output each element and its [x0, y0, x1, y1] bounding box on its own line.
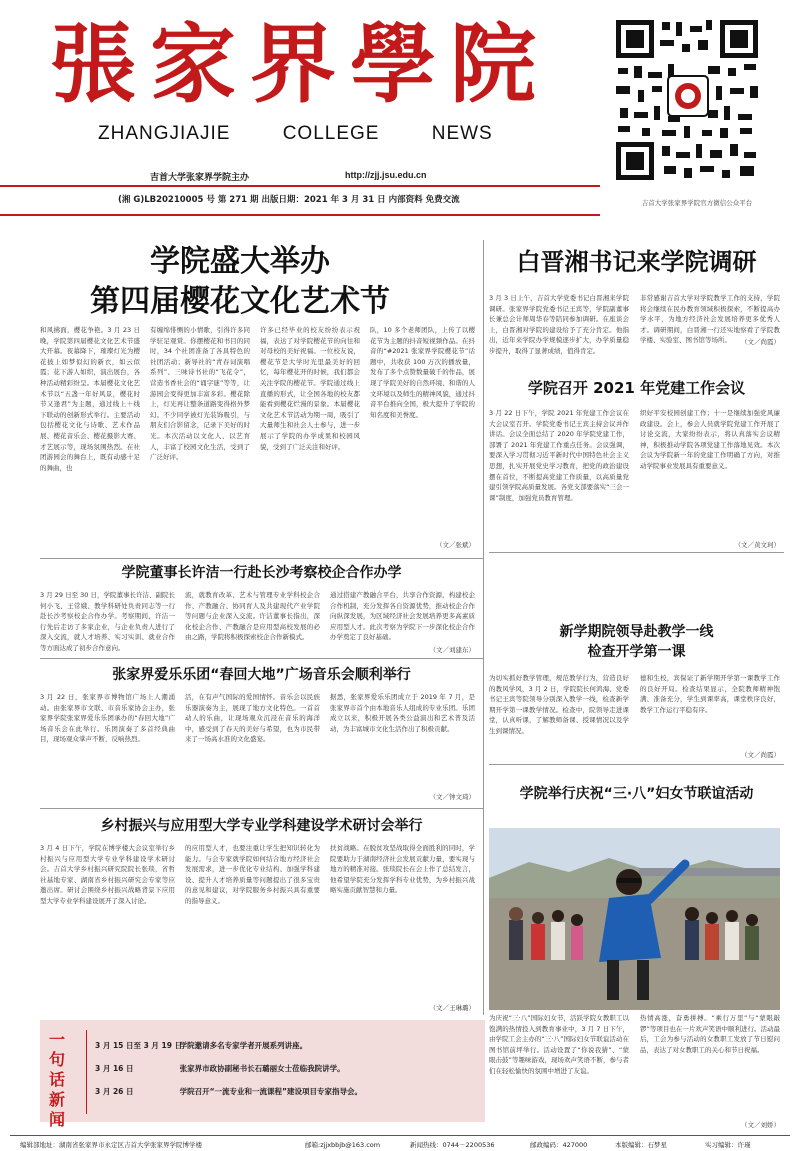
womens-day-column-2: 热情高涨，奋勇拼搏。“乘行万里”与“蒙眼敲锣”等项目也在一片欢声笑语中顺利进行。活动最后，工会为参与活动的女教职工发放了节日慰问品，表达了对女教职工的关心和节日祝福。	[640, 1014, 780, 1054]
xujie-author: （文／刘建东）	[429, 646, 475, 654]
rural-column-3: 扶贫战略。在脱贫攻坚战取得全面胜利的同时，学院要助力于湖南经济社会发展贡献力量，要实现与地方的精准对接。张琰院长在会上作了总结发言，他希望学院充分发挥学科专业优势，为乡村振兴战略实施贡献智慧和力量。	[330, 844, 475, 895]
cherry-author: （文／张斌）	[436, 541, 475, 549]
rural-column-2: 的应用型人才，也要注重让学生把知识转化为能力。与会专家就学院如何结合地方经济社会发展需求，进一步优化专业结构、加强学科建设、提升人才培养质量等问题提出了很多宝贵的意见和建议，对学院服务乡村振兴具有重要的指导意义。	[185, 844, 320, 905]
rural-author: （文／王琳璐）	[429, 1004, 475, 1012]
news-text: 学院邀请多名专家学者开展系列讲座。	[179, 1041, 308, 1050]
masthead-title-en	[98, 123, 518, 145]
masthead-divider	[0, 185, 600, 187]
baijin-column-2: 非常感谢吉首大学对学院教学工作的支持，学院将会继续在民办教育领域积极探索，不断提高办学水平，为地方经济社会发展培养更多优秀人才。调研期间，白晋湘一行还实地察看了学院教学楼、实验室、图书馆等场所。	[640, 294, 780, 345]
masthead-url[interactable]: http://zjj.jsu.edu.cn	[345, 170, 427, 180]
footer-email[interactable]: 邮箱:zjjxbbjb@163.com	[305, 1141, 381, 1149]
xujie-column-1: 3 月 29 日至 30 日，学院董事长许洁、副院长何小飞、王常娥、教学科研处负责同志等一行赴长沙考察校企合作办学。考察期间，许洁一行先后走访了多家企业，与企业负责人进行了深入交流，就人才培养、实习实训、就业合作等方面达成了初步合作意向。	[40, 591, 176, 652]
headline-line: 第四届樱花文化艺术节	[90, 284, 390, 319]
footer-proofreader: 实习编辑：许瑾	[705, 1141, 751, 1149]
news-tag-char: 新	[48, 1090, 65, 1109]
cherry-column-2: 有缠绵悱恻的小情歌，引得许多同学驻足观赏。你摆樱花和书目的同时，34 个社团准备了各具特色的社团活动；新导社的“青春词演唱系列”、三味诗书社的“飞花令”，营造书香社会的“诵字谜”等等，让游园会变得更加丰富多彩。樱花除上，灯光再让整条道路变得格外梦幻。不少同学被灯光装饰吸引，与朋友们合影留念，记录下美好的时光。本次活动以文化人、以艺育人，丰富了校园文化生活，受到了广泛好评。	[150, 326, 250, 462]
section-divider	[40, 558, 483, 559]
news-item	[95, 1063, 345, 1074]
news-tag-char: 闻	[48, 1110, 65, 1129]
headline-line: 新学期院领导赴教学一线	[559, 624, 714, 640]
concert-column-1: 3 月 22 日，张家界市博物馆广场上人潮涌动。由张家界市文联、市音乐家协会主办，张家界学院张家界爱乐乐团承办的“春回大地”广场音乐会在此举行。乐团演奏了多首经典曲目，现场观众掌声不断，反响热烈。	[40, 693, 175, 744]
footer-editor: 本版编辑：石梦星	[615, 1141, 667, 1149]
xujie-column-2: 流，就教育改革、艺术与管理专业学科校企合作、产教融合、协同育人及共建现代产业学院等问题与企业深入交流。许洁董事长指出，深化校企合作、产教融合是应用型高校发展的必由之路，学院将积极探索校企合作新模式。	[185, 591, 320, 642]
rural-column-1: 3 月 4 日下午，学院在博学楼大会议室举行乡村振兴与应用型大学专业学科建设学术研讨会。吉首大学乡村振兴研究院院长张琰，省哲社基地专家、湖南省乡村振兴研究会专家等应邀出席。研讨会围绕乡村振兴战略背景下应用型大学专业学科建设展开了深入讨论。	[40, 844, 175, 905]
headline-line: 检查开学第一课	[587, 644, 686, 660]
headline-womens-day: 学院举行庆祝“三·八”妇女节联谊活动	[519, 786, 754, 802]
column-divider	[483, 240, 484, 1015]
news-date: 3 月 26 日	[95, 1087, 134, 1096]
footer-postcode: 邮政编码：427000	[530, 1141, 588, 1149]
masthead-sponsor: 吉首大学张家界学院主办	[150, 173, 250, 183]
baijin-author: （文／尚霞）	[741, 338, 780, 346]
masthead-logo	[40, 14, 600, 115]
news-item	[95, 1040, 307, 1051]
concert-column-3: 据悉，张家界爱乐乐团成立于 2019 年 7 月，是张家界市首个由本地音乐人组成的专业乐团。乐团成立以来，积极开展各类公益演出和艺术普及活动，为丰富城市文化生活作出了积极贡献。	[330, 693, 475, 733]
semester-author: （文／尚霞）	[741, 751, 780, 759]
masthead-title-cn: 張家界學院	[50, 14, 550, 115]
masthead-en-word: ZHANGJIAJIE	[98, 123, 231, 144]
headline-line: 学院盛大举办	[150, 244, 330, 279]
wechat-qr-code	[612, 16, 762, 184]
news-date: 3 月 15 日至 3 月 19 日	[95, 1041, 183, 1050]
headline-rural-symposium: 乡村振兴与应用型大学专业学科建设学术研讨会举行	[100, 818, 423, 834]
news-text: 张家界市政协副秘书长石璐丽女士莅临我院讲学。	[179, 1064, 345, 1073]
masthead-divider	[0, 214, 600, 216]
cherry-column-4: 队，10 多个老师团队，上传了以樱花节为主题的抖音短视频作品。在抖音的“#2021 张家界学院樱花节”话题中，共收获 100 万次的播放量，发布了多个点赞数量破千的作品，展现了学院美好的自然环境、和谐的人文环境以及师生的精神风貌，通过抖音平台推向全国，极大提升了学院的知名度和美誉度。	[370, 326, 475, 419]
womens-day-author: （文／刘娇）	[741, 1121, 780, 1129]
news-date: 3 月 16 日	[95, 1064, 134, 1073]
masthead-issue-line: (湘 G)LB20210005 号 第 271 期 出版日期：2021 年 3 月 31 日 内部资料 免费交流	[118, 195, 460, 205]
baijin-column-1: 3 月 3 日上午，吉首大学党委书记白晋湘来学院调研。张家界学院党委书记王宾等，学院副董事长兼总会计师周华春等陪同参加调研。在座谈会上，白晋湘对学院的建设给予了充分肯定。他指出，近年来学院办学规模逐步扩大，办学质量稳步提升，取得了显著成绩，值得肯定。	[489, 294, 629, 355]
headline-semester-inspection	[489, 622, 784, 662]
section-divider	[489, 764, 784, 765]
qr-caption: 吉首大学张家界学院官方微信公众平台	[641, 199, 753, 207]
concert-column-2: 活，在有声气国际的爱国情怀。音乐会以民族乐器演奏为主，展现了地方文化特色。一首首动人的乐曲，让现场观众沉浸在音乐的海洋中，感受到了春天的美好与希望，也为市民带来了一场高水准的文化盛宴。	[185, 693, 320, 744]
concert-author: （文／钟文琦）	[429, 793, 475, 801]
news-text: 学院召开“一流专业和一流课程”建设项目专家指导会。	[179, 1087, 362, 1096]
semester-column-1: 为切实抓好教学管理，规范教学行为，营造良好的教风学风，3 月 2 日，学院院长何鸿海、党委书记王宾等院领导分别深入教学一线，检查新学期开学第一课教学情况。检查中，院领导走进课堂，认真听课，了解教师备课、授课情况以及学生到课情况。	[489, 674, 629, 735]
womens-day-column-1: 为庆祝“三·八”国际妇女节，活跃学院女教职工以饱满的热情投入到教育事业中，3 月 7 日下午，由学院工会主办的“三·八”国际妇女节联谊活动在图书馆前坪举行。活动设置了“你说我猜”、“蒙眼击鼓”等趣味游戏，现场欢声笑语不断，参与者们在轻松愉快的氛围中增进了友谊。	[489, 1014, 629, 1075]
section-divider	[489, 552, 784, 553]
news-item	[95, 1086, 362, 1097]
news-tag-char: 句	[48, 1050, 65, 1069]
news-tag-char: 一	[48, 1030, 65, 1049]
xujie-column-3: 通过搭建产教融合平台，共享合作资源，构建校企合作机制，充分发挥各自资源优势，推动校企合作向纵深发展，为区域经济社会发展培养更多高素质应用型人才。此次考察为学院下一步深化校企合作办学奠定了良好基础。	[330, 591, 475, 642]
footer-phone: 新闻热线：0744－2200536	[410, 1141, 495, 1149]
footer-address: 编辑部地址：湖南省张家界市永定区吉首大学张家界学院博学楼	[20, 1141, 202, 1149]
event-photo-illustration	[489, 828, 780, 1010]
one-line-news-tag	[46, 1030, 68, 1130]
headline-baijin-visit: 白晋湘书记来学院调研	[516, 248, 757, 276]
cherry-column-1: 和风拂面，樱花争艳。3 月 23 日晚，学院第四届樱花文化艺术节盛大开幕。夜幕降下，璀璨灯光为樱花披上如梦似幻的新衣，如云似霞；花下游人如织，演出展台，各种活动精彩纷呈。本届樱花文化艺术节以“五盏一年好风景，樱花时节又逢君”为主题，通过线上＋线下联动的创新形式举行。主要活动包括樱花文化与诗歌、艺术作品展、樱花音乐会、樱花摄影大赛、才艺展示等，现场氛围热烈。在社团游园会的舞台上，既有动感十足的舞曲，也	[40, 326, 140, 472]
news-box-divider	[86, 1030, 87, 1114]
headline-concert: 张家界爱乐乐团“春回大地”广场音乐会顺利举行	[112, 667, 411, 683]
headline-cherry-festival	[60, 242, 420, 322]
masthead-en-word: NEWS	[431, 123, 493, 144]
news-tag-char: 话	[48, 1070, 65, 1089]
headline-party-meeting: 学院召开 2021 年党建工作会议	[527, 379, 746, 397]
party-author: （文／黄文珂）	[734, 541, 780, 549]
semester-column-2: 德和生校，宾保证了新学期开学第一课教学工作的良好开局。检查结果显示，全院教师精神饱满、准备充分，学生到课率高，课堂秩序良好，教学工作运行平稳有序。	[640, 674, 780, 714]
masthead-calligraphy-logo	[40, 14, 600, 115]
party-column-2: 织好平安校园创建工作；十一是继续加强党风廉政建设。会上，参会人员就学院党建工作开展了讨论交流，大家纷纷表示，将认真落实会议精神，积极推动学院各项党建工作落地见效。本次会议为学院新一年的党建工作明确了方向，对推动学院事业发展具有重要意义。	[640, 409, 780, 470]
section-divider	[40, 808, 483, 809]
headline-xujie-changsha: 学院董事长许洁一行赴长沙考察校企合作办学	[121, 565, 402, 581]
masthead-en-word: COLLEGE	[282, 123, 380, 144]
womens-day-photo	[489, 828, 780, 1010]
footer-divider	[10, 1135, 790, 1136]
party-column-1: 3 月 22 日下午，学院 2021 年党建工作会议在大会议室召开。学院党委书记王宾主持会议并作讲话。会议全面总结了 2020 年学院党建工作，部署了 2021 年党建工作重点任务。会议强调，要深入学习贯彻习近平新时代中国特色社会主义思想，扎实开展党史学习教育，把党的政治建设摆在首位，不断提高党建工作质量，以高质量党建引领学院高质量发展。各党支部要落实“三会一课”制度，加强党员教育管理。	[489, 409, 629, 502]
section-divider	[40, 658, 483, 659]
qr-code-icon	[612, 16, 762, 184]
cherry-column-3: 许多已经毕业的校友纷纷表示祝福，表达了对学院樱花节的向往和对母校的美好祝福。一位校友说，樱花节是大学时光里最美好的回忆，每年樱花开的时候，我们都会关注学院的樱花节。学院通过线上直播的形式，让全国各地的校友都能看到樱花烂漫的景象。本届樱花文化艺术节活动为期一周，吸引了大量师生和社会人士参与，进一步展示了学院的办学成果和校园风貌，受到了广泛关注和好评。	[260, 326, 360, 451]
